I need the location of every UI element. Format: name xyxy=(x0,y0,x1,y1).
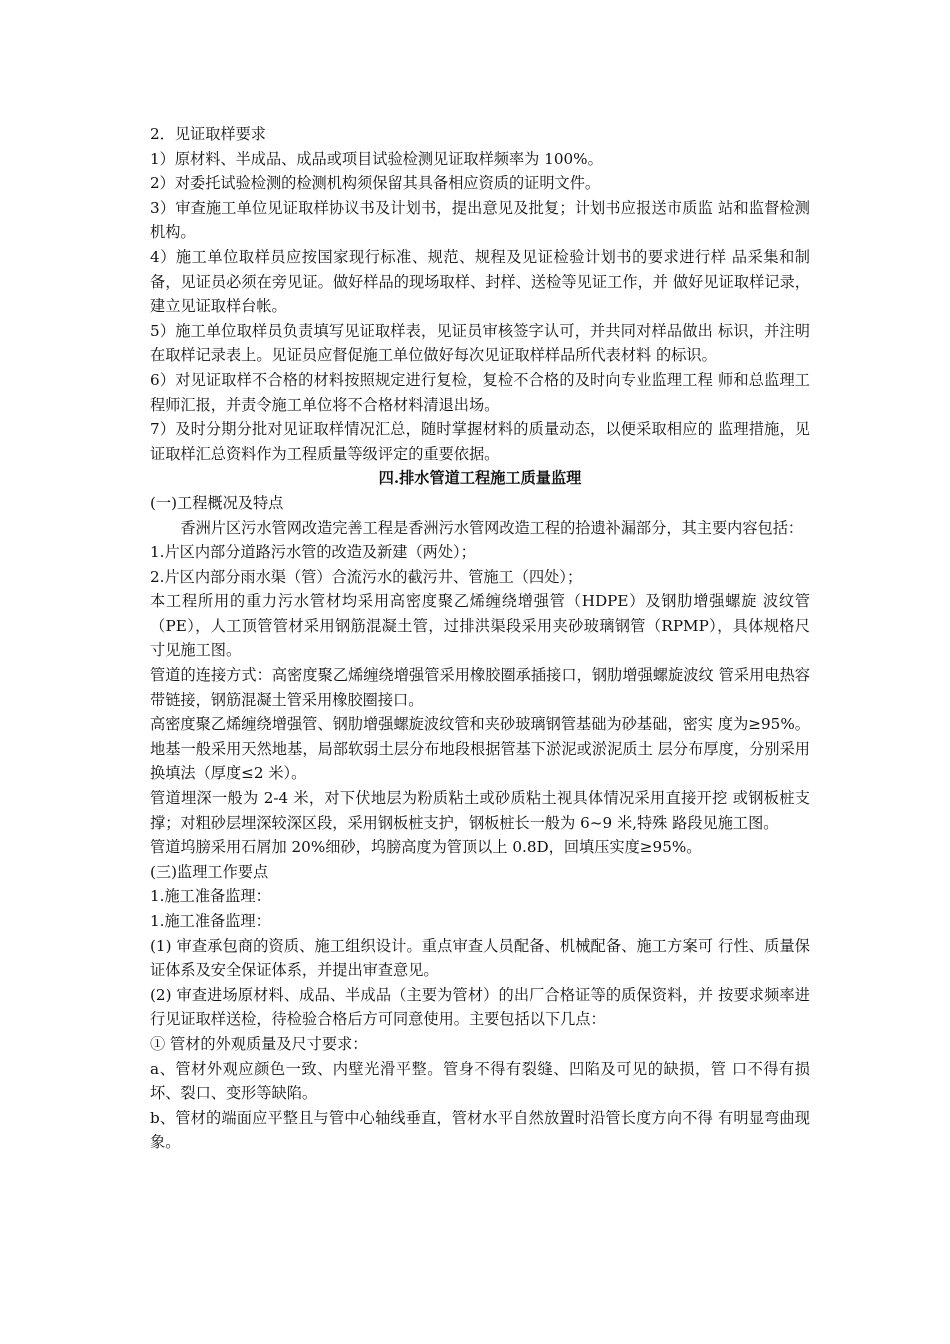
paragraph: 3）审查施工单位见证取样协议书及计划书，提出意见及批复；计划书应报送市质监 站和监督检测机构。 xyxy=(150,198,810,242)
paragraph: 高密度聚乙烯缠绕增强管、钢肋增强螺旋波纹管和夹砂玻璃钢管基础为砂基础，密实 度为≥95%。地基一般采用天然地基，局部软弱土层分布地段根据管基下淤泥或淤泥质土 层分布厚度，分别采用换填法（厚度≤2 米）。 xyxy=(150,715,810,783)
list-heading: ① 管材的外观质量及尺寸要求： xyxy=(150,1034,368,1053)
section-heading: (三)监理工作要点 xyxy=(150,862,269,881)
paragraph: 管道坞膀采用石屑加 20%细砂，坞膀高度为管顶以上 0.8D，回填压实度≥95%。 xyxy=(150,838,702,857)
list-item: a、管材外观应颜色一致、内壁光滑平整。管身不得有裂缝、凹陷及可见的缺损，管 口不得有损坏、裂口、变形等缺陷。 xyxy=(150,1059,810,1103)
paragraph: 2）对委托试验检测的检测机构须保留其具备相应资质的证明文件。 xyxy=(150,174,601,193)
paragraph: 5）施工单位取样员负责填写见证取样表，见证员审核签字认可，并共同对样品做出 标识，并注明在取样记录表上。见证员应督促施工单位做好每次见证取样样品所代表材料 的标识。 xyxy=(150,321,810,365)
section-heading: (一)工程概况及特点 xyxy=(150,493,284,512)
list-item: 1.片区内部分道路污水管的改造及新建（两处）； xyxy=(150,543,476,562)
subsection-heading: 1.施工准备监理： xyxy=(150,887,271,906)
paragraph: 本工程所用的重力污水管材均采用高密度聚乙烯缠绕增强管（HDPE）及钢肋增强螺旋 波纹管（PE），人工顶管管材采用钢筋混凝土管，过排洪渠段采用夹砂玻璃钢管（RPMP），具体规格尺寸见施工图。 xyxy=(150,592,810,660)
paragraph: 6）对见证取样不合格的材料按照规定进行复检，复检不合格的及时向专业监理工程 师和总监理工程师汇报，并责令施工单位将不合格材料清退出场。 xyxy=(150,370,810,414)
paragraph: 4）施工单位取样员应按国家现行标准、规范、规程及见证检验计划书的要求进行样 品采集和制备，见证员必须在旁见证。做好样品的现场取样、封样、送检等见证工作，并 做好见证取样记录，建立见证取样台帐。 xyxy=(150,247,810,316)
list-item: b、管材的端面应平整且与管中心轴线垂直，管材水平自然放置时沿管长度方向不得 有明显弯曲现象。 xyxy=(150,1108,810,1152)
paragraph: (2) 审查进场原材料、成品、半成品（主要为管材）的出厂合格证等的质保资料，并 按要求频率进行见证取样送检，待检验合格后方可同意使用。主要包括以下几点： xyxy=(150,985,810,1029)
subsection-heading: 1.施工准备监理： xyxy=(150,912,271,930)
document-body xyxy=(150,122,810,1155)
paragraph: 7）及时分期分批对见证取样情况汇总，随时掌握材料的质量动态，以便采取相应的 监理措施，见证取样汇总资料作为工程质量等级评定的重要依据。 xyxy=(150,420,810,463)
section-heading: 2．见证取样要求 xyxy=(150,125,266,143)
paragraph: 管道埋深一般为 2-4 米，对下伏地层为粉质粘土或砂质粘土视具体情况采用直接开挖 或钢板桩支撑；对粗砂层埋深较深区段，采用钢板桩支护，钢板桩长一般为 6~9 米,特殊 路段见施工图。 xyxy=(150,789,810,832)
paragraph: 香洲片区污水管网改造完善工程是香洲污水管网改造工程的拾遗补漏部分，其主要内容包括： xyxy=(180,518,804,537)
paragraph: 管道的连接方式：高密度聚乙烯缠绕增强管采用橡胶圈承插接口，钢肋增强螺旋波纹 管采用电热容带链接，钢筋混凝土管采用橡胶圈接口。 xyxy=(150,666,810,709)
paragraph: (1) 审查承包商的资质、施工组织设计。重点审查人员配备、机械配备、施工方案可 行性、质量保证体系及安全保证体系，并提出审查意见。 xyxy=(150,936,810,980)
paragraph: 1）原材料、半成品、成品或项目试验检测见证取样频率为 100%。 xyxy=(150,149,603,168)
chapter-title: 四.排水管道工程施工质量监理 xyxy=(378,469,582,488)
list-item: 2.片区内部分雨水渠（管）合流污水的截污井、管施工（四处）； xyxy=(150,567,583,586)
